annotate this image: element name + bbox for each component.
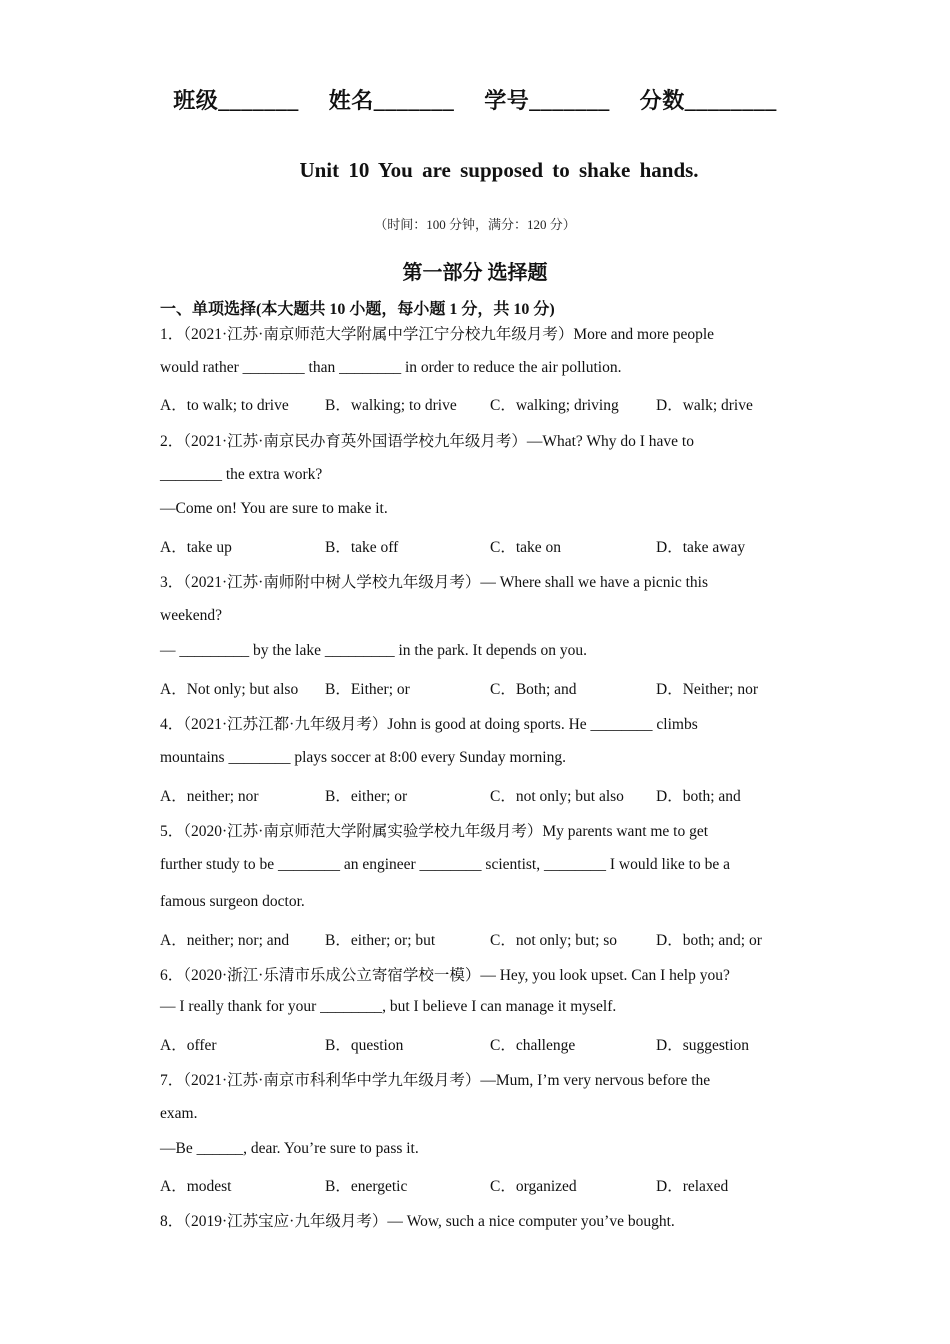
question-2-line-1: 2．（2021·江苏·南京民办育英外国语学校九年级月考）—What? Why do I have to [160,433,694,450]
question-4-line-2: mountains ________ plays soccer at 8:00 every Sunday morning. [160,749,566,766]
option-c[interactable]: C．organized [490,1178,577,1195]
question-7-line-1: 7．（2021·江苏·南京市科利华中学九年级月考）—Mum, I’m very nervous before the [160,1072,711,1089]
option-d[interactable]: D．relaxed [656,1178,729,1195]
option-b[interactable]: B．take off [325,539,399,556]
option-b[interactable]: B．either; or; but [325,932,436,949]
option-a[interactable]: A．neither; nor; and [160,932,290,949]
question-1-line-1: 1．（2021·江苏·南京师范大学附属中学江宁分校九年级月考）More and more people [160,326,715,343]
option-d[interactable]: D．Neither; nor [656,681,759,698]
student-info-header [0,84,950,115]
question-1-options [160,393,800,415]
question-6-line-1: 6．（2020·浙江·乐清市乐成公立寄宿学校一模）— Hey, you look upset. Can I help you? [160,967,730,984]
option-d[interactable]: D．suggestion [656,1037,750,1054]
option-b[interactable]: B．walking; to drive [325,397,457,414]
option-b[interactable]: B．energetic [325,1178,408,1195]
option-a[interactable]: A．to walk; to drive [160,397,289,414]
option-c[interactable]: C．not only; but also [490,788,624,805]
option-d[interactable]: D．both; and [656,788,741,805]
question-3-line-1: 3．（2021·江苏·南师附中树人学校九年级月考）— Where shall we have a picnic this [160,574,709,591]
question-7-line-3: —Be ______, dear. You’re sure to pass it. [160,1140,419,1157]
student-id-field: 学号_______ [484,88,610,113]
question-2-options [160,535,800,557]
question-2-line-2: ________ the extra work? [160,466,323,483]
question-6-line-2: — I really thank for your ________, but I believe I can manage it myself. [160,998,617,1015]
question-2-line-3: —Come on! You are sure to make it. [160,500,388,517]
question-8-line-1: 8．（2019·江苏宝应·九年级月考）— Wow, such a nice computer you’ve bought. [160,1213,675,1230]
option-a[interactable]: A．take up [160,539,232,556]
exam-timing: （时间：100 分钟，满分：120 分） [374,217,576,232]
option-a[interactable]: A．Not only; but also [160,681,299,698]
question-3-line-2: weekend? [160,607,222,624]
option-b[interactable]: B．either; or [325,788,408,805]
option-c[interactable]: C．not only; but; so [490,932,618,949]
question-4-options [160,784,800,806]
option-c[interactable]: C．challenge [490,1037,576,1054]
question-4-line-1: 4．（2021·江苏江都·九年级月考）John is good at doing sports. He ________ climbs [160,716,698,733]
option-c[interactable]: C．take on [490,539,562,556]
option-d[interactable]: D．both; and; or [656,932,762,949]
question-5-line-1: 5．（2020·江苏·南京师范大学附属实验学校九年级月考）My parents want me to get [160,823,709,840]
option-d[interactable]: D．take away [656,539,746,556]
question-5-line-3: famous surgeon doctor. [160,893,305,910]
score-field: 分数________ [639,88,777,113]
question-1-line-2: would rather ________ than ________ in order to reduce the air pollution. [160,359,622,376]
question-5-options [160,928,800,950]
option-c[interactable]: C．Both; and [490,681,577,698]
part-title: 第一部分 选择题 [402,262,548,284]
class-field: 班级_______ [173,88,299,113]
section-title: 一、单项选择(本大题共 10 小题，每小题 1 分，共 10 分) [160,301,555,318]
option-b[interactable]: B．question [325,1037,404,1054]
question-3-line-3: — _________ by the lake _________ in the park. It depends on you. [160,642,588,659]
option-a[interactable]: A．offer [160,1037,217,1054]
question-3-options [160,677,800,699]
option-a[interactable]: A．neither; nor [160,788,259,805]
option-c[interactable]: C．walking; driving [490,397,619,414]
option-a[interactable]: A．modest [160,1178,232,1195]
unit-title: Unit 10 You are supposed to shake hands. [299,158,699,182]
name-field: 姓名_______ [328,88,455,113]
option-b[interactable]: B．Either; or [325,681,410,698]
question-7-line-2: exam. [160,1105,198,1122]
option-d[interactable]: D．walk; drive [656,397,753,414]
question-6-options [160,1033,800,1055]
question-5-line-2: further study to be ________ an engineer ________ scientist, ________ I would like to be a [160,856,730,873]
question-7-options [160,1174,800,1196]
